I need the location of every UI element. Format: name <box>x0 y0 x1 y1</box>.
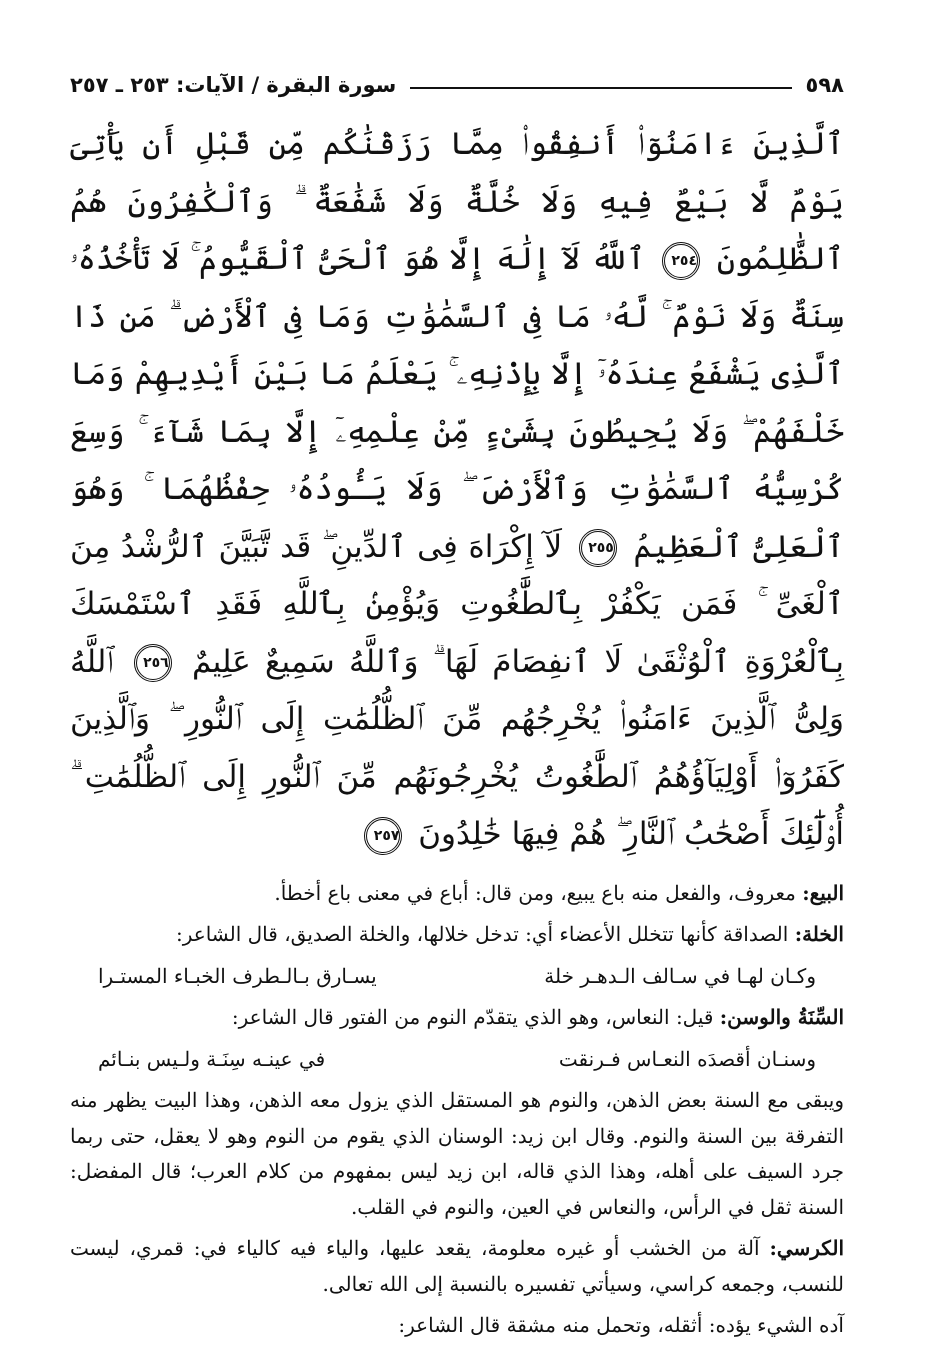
header-rule <box>410 87 791 89</box>
definition-kursi: آلة من الخشب أو غيره معلومة، يقعد عليها، والياء فيه كالياء في: قمري، ليست للنسب، وجمعه كراسي، وسيأتي تفسيره بالنسبة إلى الله تعالى. <box>70 1236 844 1296</box>
quran-text-block <box>70 116 844 864</box>
poem-line-khulla <box>70 959 844 995</box>
ayah-number-257: ٢٥٧ <box>364 817 402 855</box>
page-number: ٥٩٨ <box>805 73 844 97</box>
term-bay: البيع: <box>802 880 844 905</box>
note-kursi <box>70 1231 844 1302</box>
note-bay <box>70 876 844 912</box>
verse-256: لَآ إِكْرَاهَ فِى ٱلدِّينِ ۖ قَد تَّبَيَّنَ ٱلرُّشْدُ مِنَ ٱلْغَىِّ ۚ فَمَن يَكْفُرْ بِٱلطَّٰغُوتِ وَيُؤْمِنۢ بِٱللَّهِ فَقَدِ ٱسْتَمْسَكَ بِٱلْعُرْوَةِ ٱلْوُثْقَىٰ لَا ٱنفِصَامَ لَهَا ۗ وَٱللَّهُ سَمِيعٌ عَلِيمٌ <box>70 528 845 680</box>
definition-khulla: الصداقة كأنها تتخلل الأعضاء أي: تدخل خلالها، والخلة الصديق، قال الشاعر: <box>176 922 795 946</box>
note-sina <box>70 1000 844 1036</box>
term-khulla: الخلة: <box>794 922 844 946</box>
definition-bay: معروف، والفعل منه باع يبيع، ومن قال: أباع في معنى باع أخطأ. <box>274 880 803 905</box>
term-sina: السِّنَةُ والوسن: <box>719 1005 844 1029</box>
note-khulla <box>70 917 844 953</box>
poem-hemistich-second: يسـارق بـالـطرف الخبـاء المستـرا <box>98 963 377 988</box>
page-header <box>70 62 844 108</box>
term-kursi: الكرسي: <box>769 1236 844 1260</box>
verse-254: ٱلَّذِينَ ءَامَنُوٓا۟ أَنفِقُوا۟ مِمَّا رَزَقْنَٰكُم مِّن قَبْلِ أَن يَأْتِىَ يَوْمٌ لَّا بَيْعٌ فِيهِ وَلَا خُلَّةٌ وَلَا شَفَٰعَةٌ ۗ وَٱلْكَٰفِرُونَ هُمُ ٱلظَّٰلِمُونَ <box>70 126 844 277</box>
verse-255: ٱللَّهُ لَآ إِلَٰهَ إِلَّا هُوَ ٱلْحَىُّ ٱلْقَيُّومُ ۚ لَا تَأْخُذُهُۥ سِنَةٌ وَلَا نَوْمٌ ۚ لَّهُۥ مَا فِى ٱلسَّمَٰوَٰتِ وَمَا فِى ٱلْأَرْضِ ۗ مَن ذَا ٱلَّذِى يَشْفَعُ عِندَهُۥٓ إِلَّا بِإِذْنِهِۦ ۚ يَعْلَمُ مَا بَيْنَ أَيْدِيهِمْ وَمَا خَلْفَهُمْ ۖ وَلَا يُحِيطُونَ بِشَىْءٍ مِّنْ عِلْمِهِۦٓ إِلَّا بِمَا شَآءَ ۚ وَسِعَ كُرْسِيُّهُ ٱلسَّمَٰوَٰتِ وَٱلْأَرْضَ ۖ وَلَا يَـُٔودُهُۥ حِفْظُهُمَا ۚ وَهُوَ ٱلْعَلِىُّ ٱلْعَظِيمُ <box>70 241 844 565</box>
ayah-number-256: ٢٥٦ <box>134 644 172 682</box>
ayah-number-254: ٢٥٤ <box>662 242 700 280</box>
definition-sina: قيل: النعاس، وهو الذي يتقدّم النوم من الفتور قال الشاعر: <box>231 1005 720 1029</box>
verse-257: ٱللَّهُ وَلِىُّ ٱلَّذِينَ ءَامَنُوا۟ يُخْرِجُهُم مِّنَ ٱلظُّلُمَٰتِ إِلَى ٱلنُّورِ ۖ وَٱلَّذِينَ كَفَرُوٓا۟ أَوْلِيَآؤُهُمُ ٱلطَّٰغُوتُ يُخْرِجُونَهُم مِّنَ ٱلنُّورِ إِلَى ٱلظُّلُمَٰتِ ۗ أُو۟لَٰٓئِكَ أَصْحَٰبُ ٱلنَّارِ ۖ هُمْ فِيهَا خَٰلِدُونَ <box>70 643 844 852</box>
note-ada: آده الشيء يؤده: أثقله، وتحمل منه مشقة قال الشاعر: <box>398 1313 844 1337</box>
poem-hemistich-first: وسنـان أقصدَه النعـاس فـرنقت <box>558 1046 816 1071</box>
poem-hemistich-second: في عينـه سِنَـة ولـيس بنـائم <box>98 1046 326 1071</box>
book-page <box>70 62 845 1337</box>
surah-title: سورة البقرة / الآيات: ٢٥٣ ـ ٢٥٧ <box>70 73 397 97</box>
note-sleep: ويبقى مع السنة بعض الذهن، والنوم هو المستقل الذي يزول معه الذهن، وهذا البيت يظهر منه التفرقة بين السنة والنوم. وقال ابن زيد: الوسنان الذي يقوم من النوم وهو لا يعقل، حتى ربما جرد السيف على أهله، وهذا الذي قاله، ابن زيد ليس بمفهوم من كلام العرب؛ قال المفضل: السنة ثقل في الرأس، والنعاس في العين، والنوم في القلب. <box>70 1088 844 1219</box>
vocabulary-notes <box>70 876 844 1344</box>
poem-line-sina <box>70 1042 844 1078</box>
ayah-number-255: ٢٥٥ <box>579 529 617 567</box>
poem-hemistich-first: وكـان لهـا في سـالف الـدهـر خلة <box>544 963 816 988</box>
